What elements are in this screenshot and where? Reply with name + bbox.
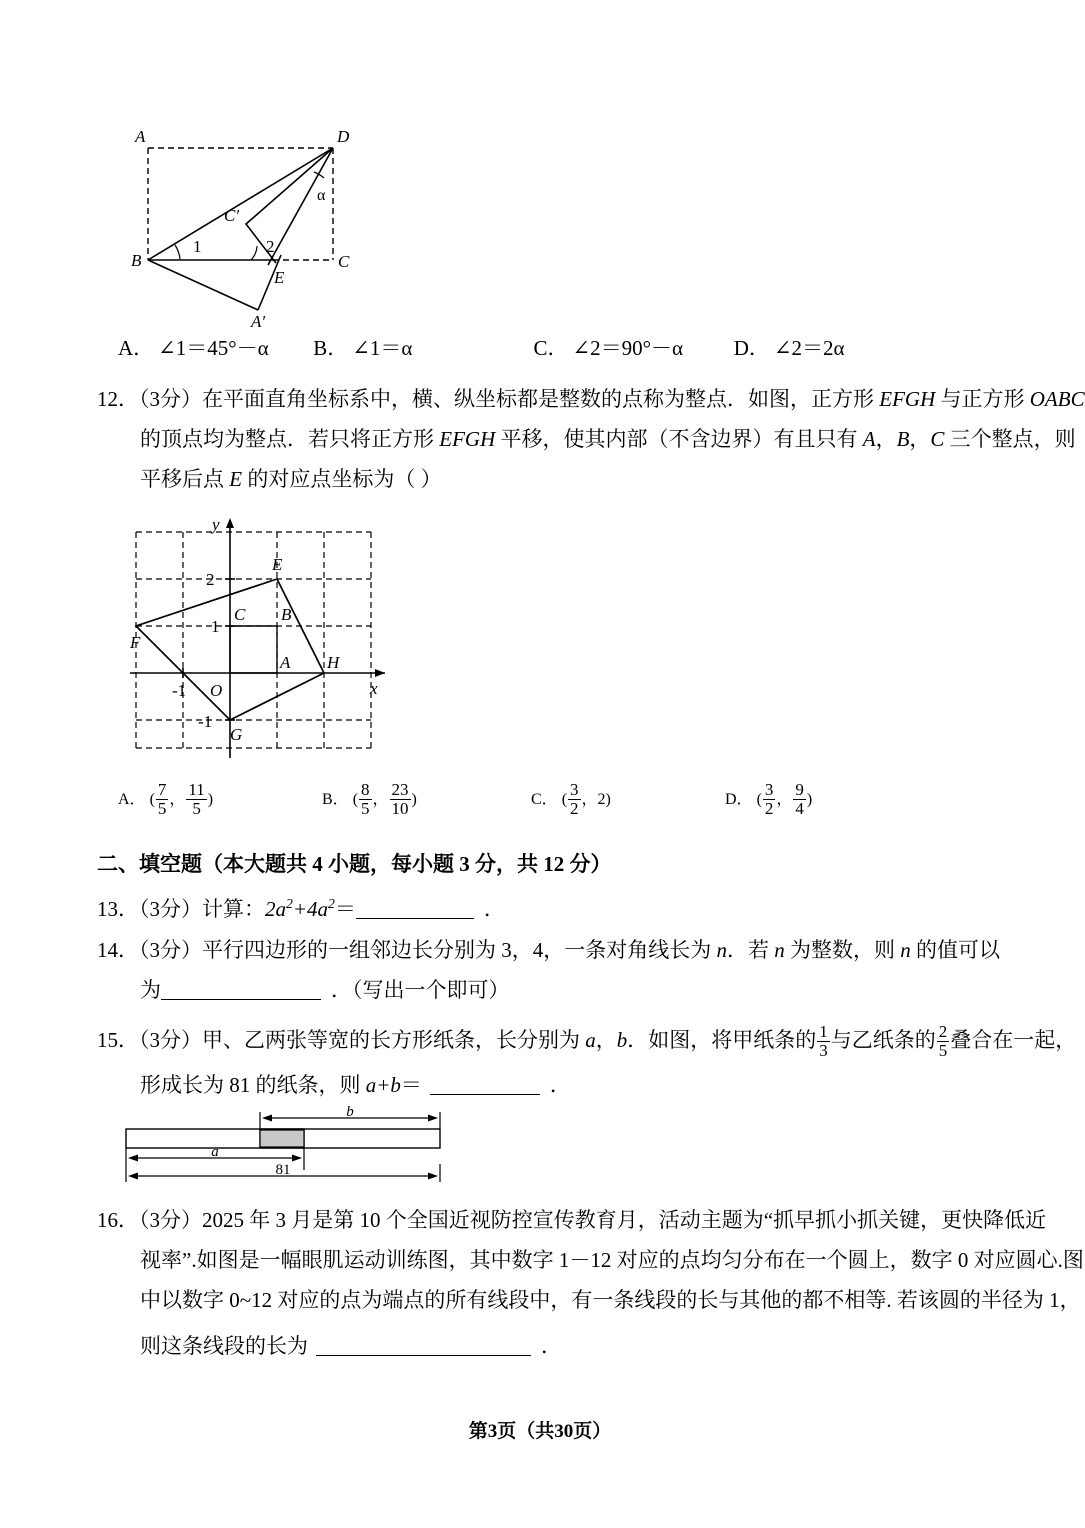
- option-C[interactable]: C． ( $\frac{3}{2}$ ，2): [531, 780, 611, 818]
- page-number-text: 第3页（共30页）: [468, 1421, 612, 1442]
- label-alpha: α: [317, 187, 326, 204]
- option-D-letter: D．: [733, 336, 770, 360]
- question-11-options: [118, 332, 845, 362]
- q15-fraction-two-fifths: $\frac{2}{5}$: [938, 1022, 948, 1060]
- figure-q11-container: [118, 120, 378, 331]
- q15-text-c: 与乙纸条的: [830, 1028, 936, 1053]
- question-16-line-2: 视率”.如图是一幅眼肌运动训练图，其中数字 1－12 对应的点均匀分布在一个圆上，数字 0 对应圆心.图: [140, 1248, 1084, 1272]
- label-angle-1: 1: [193, 237, 202, 256]
- option-A-y-fraction: $\frac{11}{5}$: [188, 780, 205, 818]
- q16-answer-blank[interactable]: [316, 1338, 531, 1356]
- label-a: a: [211, 1144, 219, 1160]
- tick-y-neg1: -1: [198, 712, 213, 731]
- q12-point-a: A: [862, 427, 876, 451]
- label-O: O: [210, 681, 223, 700]
- option-A[interactable]: [118, 332, 308, 362]
- question-14-line-1: [97, 934, 1000, 964]
- label-C: C: [338, 252, 350, 271]
- q14-n-1: n: [716, 938, 727, 962]
- q12-text-d: 平移，使其内部（不含边界）有且只有: [495, 427, 863, 451]
- q14-text-c: 为整数，则: [784, 938, 901, 962]
- label-E: E: [274, 268, 285, 287]
- label-b: b: [346, 1104, 354, 1120]
- q15-var-b: b: [616, 1028, 628, 1053]
- q15-equals: ＝: [400, 1073, 422, 1097]
- option-D[interactable]: D． ( $\frac{3}{2}$ ， $\frac{9}{4}$ ): [725, 780, 813, 818]
- label-C: C: [234, 605, 246, 624]
- option-A-letter: A．: [118, 791, 146, 809]
- option-B[interactable]: B． ( $\frac{8}{5}$ ， $\frac{23}{10}$ ): [322, 780, 417, 818]
- q12-comma-2: ，: [909, 427, 931, 451]
- option-D-x-fraction: $\frac{3}{2}$: [764, 780, 774, 818]
- option-B-y-fraction: $\frac{23}{10}$: [391, 780, 409, 818]
- question-12-options: [118, 782, 812, 819]
- option-B-letter: B．: [313, 336, 349, 360]
- q15-expression: a+b: [365, 1073, 401, 1097]
- q12-efgh-1: EFGH: [879, 387, 936, 411]
- x-axis-arrow: [375, 669, 385, 677]
- question-16-line-3: 中以数字 0~12 对应的点为端点的所有线段中，有一条线段的长与其他的都不相等. 若该圆的半径为 1，: [140, 1288, 1081, 1312]
- option-A[interactable]: A． ( $\frac{7}{5}$ ， $\frac{11}{5}$ ): [118, 780, 214, 818]
- q13-equals: ＝: [334, 897, 356, 921]
- label-A-prime: A′: [251, 312, 266, 331]
- option-C-text: ∠2＝90°－α: [572, 336, 684, 360]
- label-total-81: 81: [275, 1162, 291, 1178]
- q16-period: ．: [541, 1334, 562, 1358]
- option-B-x-fraction: $\frac{8}{5}$: [361, 780, 370, 818]
- q13-period: ．: [483, 897, 505, 921]
- option-B[interactable]: [313, 332, 528, 362]
- option-A-text: ∠1＝45°－α: [158, 336, 269, 360]
- option-D-text: ∠2＝2α: [773, 336, 845, 360]
- q15-answer-blank[interactable]: [430, 1077, 540, 1095]
- option-D-letter: D．: [725, 791, 753, 809]
- label-F: F: [130, 633, 141, 652]
- question-13: [97, 893, 505, 923]
- section-2-heading: 二、填空题（本大题共 4 小题，每小题 3 分，共 12 分）: [97, 852, 612, 876]
- q14-answer-blank[interactable]: [161, 982, 321, 1000]
- figure-q15-container: [118, 1104, 468, 1188]
- option-C-x-fraction: $\frac{3}{2}$: [570, 780, 579, 818]
- q14-text-a: 14．（3分）平行四边形的一组邻边长分别为 3，4，一条对角线长为: [97, 938, 717, 962]
- label-angle-2: 2: [266, 237, 275, 256]
- q12-text-b: 与正方形: [935, 387, 1030, 411]
- q13-answer-blank[interactable]: [356, 901, 474, 919]
- question-16-line-4: [140, 1330, 562, 1360]
- q14-prefix-2: 为: [140, 978, 161, 1002]
- q15-prefix-2: 形成长为 81 的纸条，则: [140, 1073, 366, 1097]
- q12-efgh-2: EFGH: [439, 427, 496, 451]
- q12-point-e: E: [229, 467, 243, 491]
- tick-y-2: 2: [206, 570, 215, 589]
- label-E: E: [272, 555, 283, 574]
- label-D: D: [337, 127, 350, 146]
- q13-expression: $2a^2+4a^2$: [265, 896, 335, 921]
- q12-text-g: 的对应点坐标为（ ）: [242, 467, 442, 491]
- option-A-x-fraction: $\frac{7}{5}$: [157, 780, 167, 818]
- q15-var-a: a: [585, 1028, 596, 1053]
- q12-point-b: B: [896, 427, 910, 451]
- question-12-line-3: [140, 463, 442, 493]
- label-C-prime: C′: [224, 206, 240, 225]
- option-C-letter: C．: [531, 791, 558, 809]
- q12-point-c: C: [930, 427, 945, 451]
- q12-comma-1: ，: [875, 427, 897, 451]
- coordinate-grid-squares: [130, 508, 400, 763]
- q13-prefix: 13．（3分）计算：: [97, 897, 265, 921]
- overlap-region: [260, 1130, 304, 1147]
- question-15-line-2: [140, 1069, 571, 1099]
- option-B-letter: B．: [322, 791, 349, 809]
- q12-text-c: 的顶点均为整点．若只将正方形: [140, 427, 440, 451]
- label-A: A: [135, 127, 146, 146]
- q12-text-e: 三个整点，则: [944, 427, 1076, 451]
- label-G: G: [230, 725, 243, 744]
- option-D[interactable]: [734, 332, 845, 362]
- q15-comma: ，: [595, 1028, 617, 1053]
- tick-x-neg1: -1: [172, 681, 187, 700]
- q15-text-b: ．如图，将甲纸条的: [627, 1028, 817, 1053]
- triangle-rotation-figure: [118, 120, 378, 331]
- option-B-text: ∠1＝α: [352, 336, 413, 360]
- question-15-line-1: [97, 1024, 1076, 1061]
- question-16-line-1: 16．（3分）2025 年 3 月是第 10 个全国近视防控宣传教育月，活动主题为“抓早抓小抓关键，更快降低近: [97, 1208, 1047, 1232]
- q15-text-d: 叠合在一起，: [950, 1028, 1077, 1053]
- q16-text-d: 则这条线段的长为: [140, 1334, 308, 1358]
- q14-n-3: n: [900, 938, 911, 962]
- paper-strips-diagram: [118, 1104, 468, 1188]
- label-A: A: [280, 653, 291, 672]
- option-C-letter: C．: [533, 336, 569, 360]
- question-14-line-2: [140, 974, 510, 1004]
- q12-text-f: 平移后点: [140, 467, 230, 491]
- figure-q12-container: [130, 508, 400, 763]
- option-C[interactable]: [534, 332, 729, 362]
- y-axis-label: y: [212, 515, 220, 534]
- q15-period: ．: [549, 1073, 571, 1097]
- option-A-letter: A．: [118, 336, 155, 360]
- square-OABC: [230, 626, 277, 673]
- q12-number: 12．: [97, 387, 139, 411]
- tick-y-1: 1: [211, 617, 220, 636]
- label-B: B: [131, 251, 142, 270]
- q14-text-d: 的值可以: [910, 938, 1000, 962]
- q12-text-a: 在平面直角坐标系中，横、纵坐标都是整数的点称为整点．如图，正方形: [202, 387, 880, 411]
- q15-fraction-one-third: $\frac{1}{3}$: [819, 1022, 828, 1060]
- q12-score: （3分）: [139, 387, 202, 411]
- option-C-y-value: 2: [597, 791, 606, 809]
- q14-n-2: n: [774, 938, 785, 962]
- question-12-line-1: [97, 383, 1085, 413]
- page-footer: [0, 1416, 1080, 1443]
- label-H: H: [327, 653, 340, 672]
- label-B: B: [281, 605, 292, 624]
- q12-oabc: OABC: [1029, 387, 1085, 411]
- question-12-line-2: [140, 423, 1076, 453]
- x-axis-label: x: [370, 679, 378, 698]
- y-axis-arrow: [226, 518, 234, 528]
- q14-text-b: ．若: [727, 938, 775, 962]
- q14-suffix: ．（写出一个即可）: [331, 978, 510, 1002]
- q15-text-a: 15．（3分）甲、乙两张等宽的长方形纸条，长分别为: [97, 1028, 586, 1053]
- option-D-y-fraction: $\frac{9}{4}$: [795, 780, 804, 818]
